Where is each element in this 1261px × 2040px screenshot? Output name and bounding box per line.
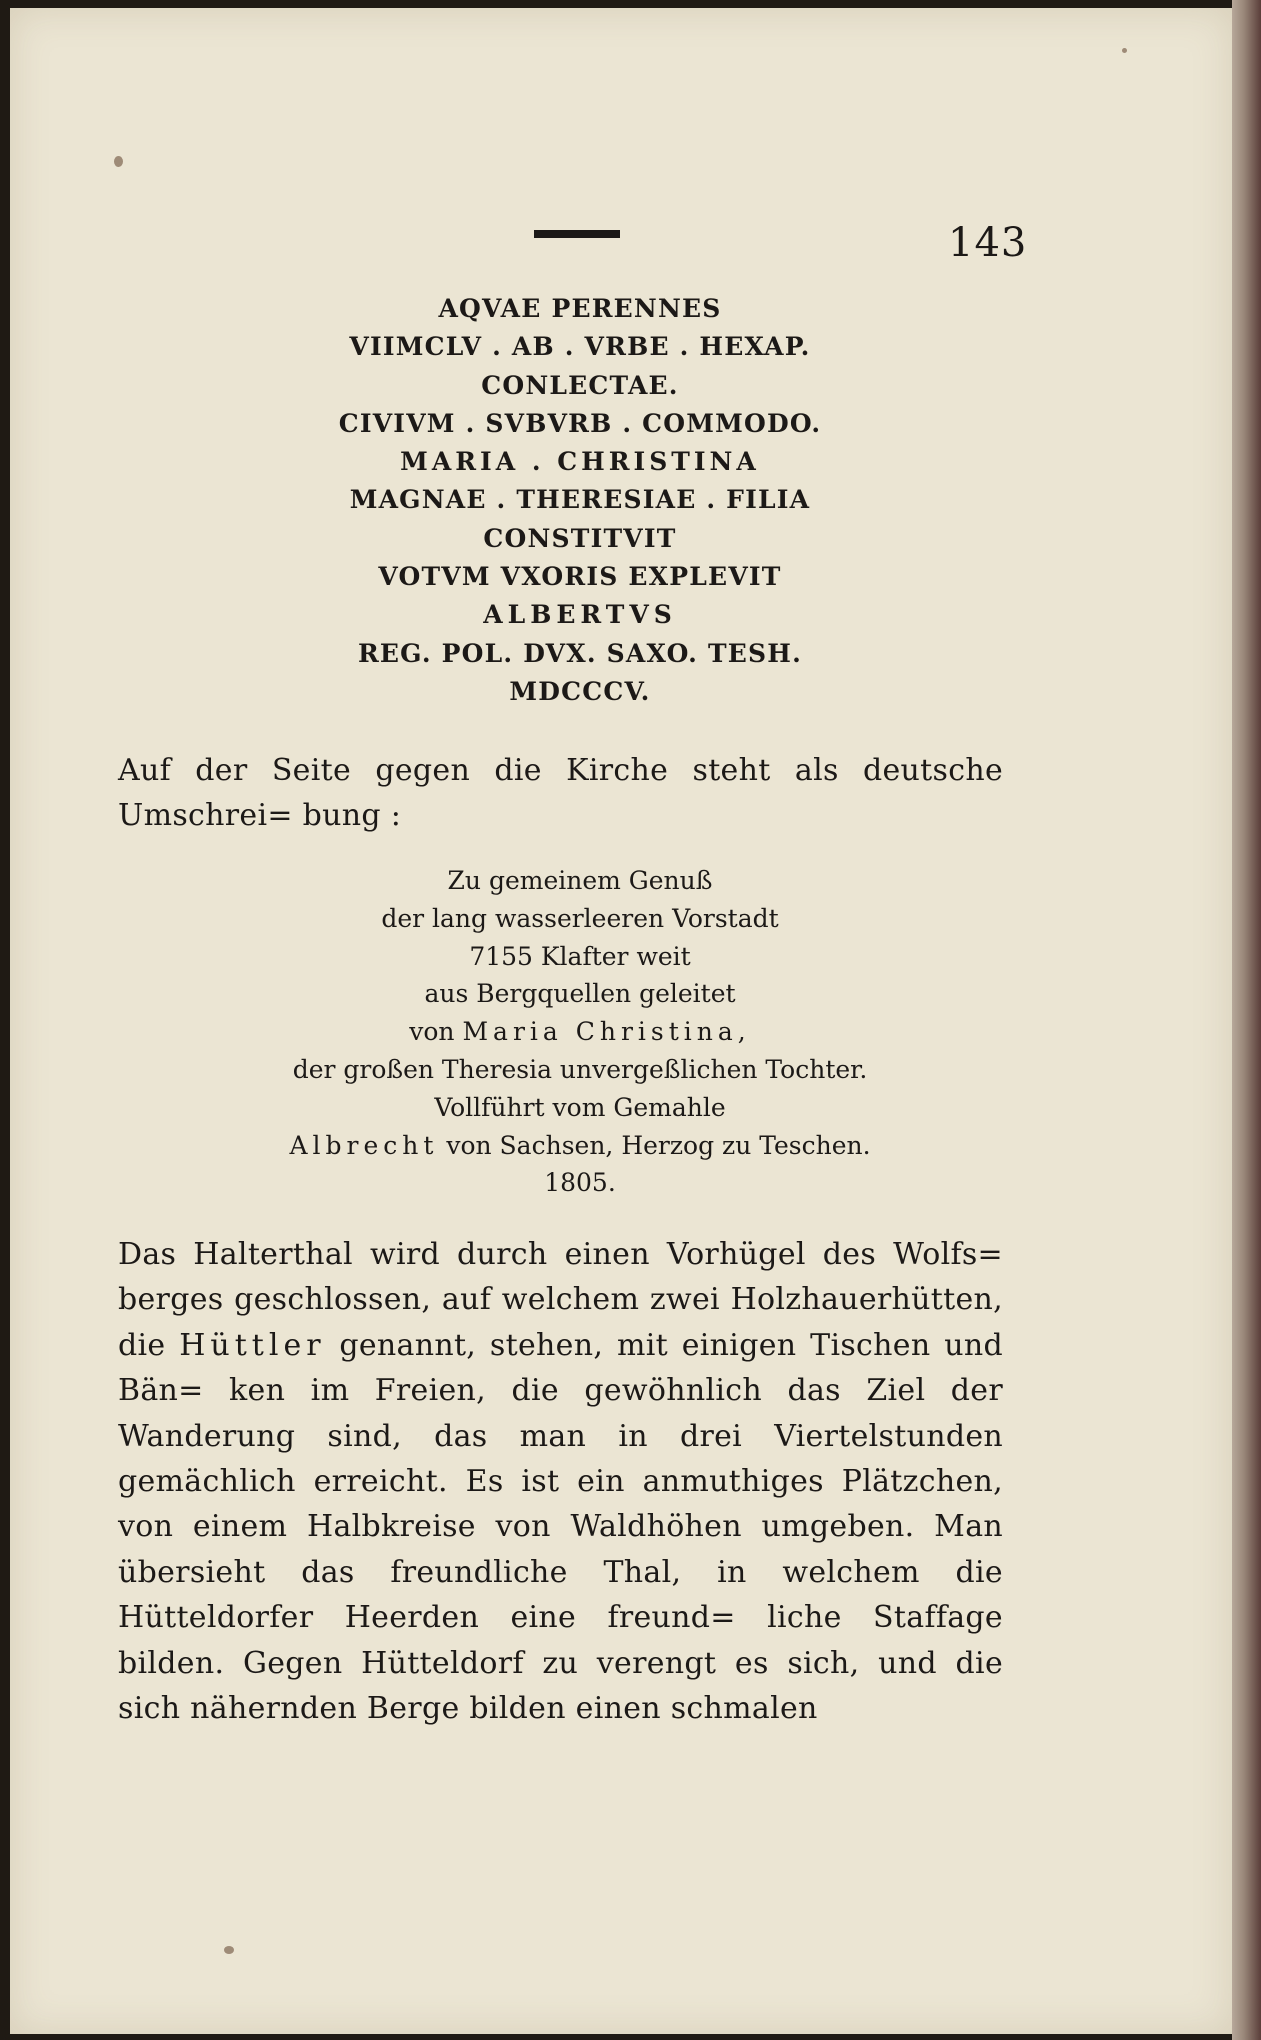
inscription-line: ALBERTVS [483, 600, 677, 630]
inscription-line: CONSTITVIT [483, 523, 677, 553]
inscription-line: Zu gemeinem Genuß [447, 866, 713, 895]
inscription-text: von [409, 1017, 463, 1047]
spaced-name: Albrecht [289, 1130, 439, 1160]
inscription-text: von Sachsen, Herzog zu Teschen. [438, 1130, 871, 1160]
spaced-name: Hüttler [179, 1327, 326, 1363]
inscription-line: MDCCCV. [509, 676, 651, 706]
inscription-line: 1805. [544, 1168, 616, 1198]
body-paragraph [118, 1232, 1003, 1731]
inscription-line: MARIA . CHRISTINA [400, 447, 760, 477]
inscription-line: aus Bergquellen geleitet [424, 979, 736, 1009]
header-rule [534, 230, 620, 238]
inscription-line [200, 1127, 960, 1165]
ink-spot [114, 156, 123, 167]
inscription-line: 7155 Klafter weit [469, 941, 691, 971]
inscription-line: VIIMCLV . AB . VRBE . HEXAP. [349, 332, 811, 362]
paragraph-text: genannt, stehen, mit einigen Tischen und Bän= ken im Freien, die gewöhnlich das Ziel der Wanderung sind, das man in drei Viertelstunden gemächlich erreicht. Es ist ein anmuthiges Plätzchen, von einem Halbkreise von Waldhöhen umgeben. Man übersieht das freundliche Thal, in welchem die Hütteldorfer Heerden eine freund= liche Staffage bilden. Gegen Hütteldorf zu verengt es sich, und die sich nähernden Berge bilden einen schmalen [118, 1327, 1003, 1727]
inscription-line: CIVIVM . SVBVRB . COMMODO. [338, 408, 822, 438]
latin-inscription [250, 290, 910, 711]
inscription-line: VOTVM VXORIS EXPLEVIT [378, 562, 782, 592]
inscription-line [200, 1013, 960, 1051]
inscription-line: REG. POL. DVX. SAXO. TESH. [357, 638, 803, 668]
ink-spot [224, 1946, 234, 1954]
inscription-line: MAGNAE . THERESIAE . FILIA [349, 485, 811, 515]
inscription-line: CONLECTAE. [481, 370, 679, 400]
german-inscription [200, 862, 960, 1202]
ink-spot [1122, 48, 1127, 53]
inscription-line: der lang wasserleeren Vorstadt [381, 903, 779, 933]
intro-paragraph: Auf der Seite gegen die Kirche steht als deutsche Umschrei= bung : [118, 753, 1003, 834]
page-number: 143 [948, 220, 1028, 266]
paragraph-text: Das Halterthal wird durch einen Vorhügel des Wolfs= berges geschlossen, auf welchem zwei Holzhauerhütten, die [118, 1237, 1003, 1363]
page-edge [1232, 0, 1261, 2040]
inscription-line: der großen Theresia unvergeßlichen Tochter. [292, 1054, 868, 1084]
spaced-name: Maria Christina, [462, 1017, 751, 1047]
inscription-line: Vollführt vom Gemahle [434, 1092, 726, 1122]
inscription-line: AQVAE PERENNES [438, 294, 722, 323]
